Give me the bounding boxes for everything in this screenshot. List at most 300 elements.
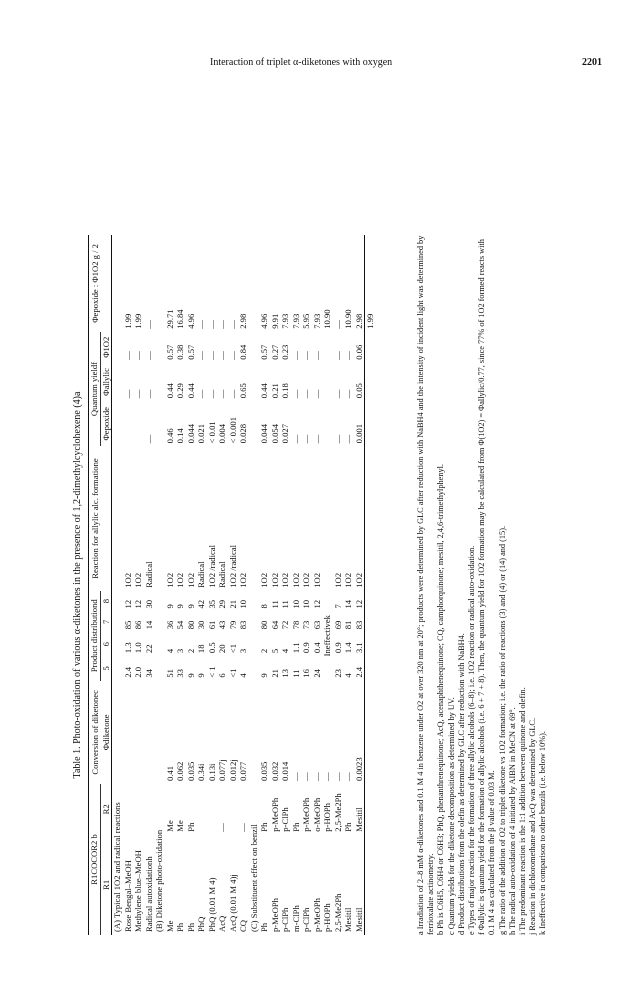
cell-p5: 13 [280, 669, 290, 678]
cell-epox: 0.027 [280, 423, 290, 444]
cell-p7: 83 [354, 612, 365, 633]
cell-rxn: 1O2 [343, 572, 353, 588]
cell-allyl: 0.29 [175, 383, 185, 399]
table-row [280, 235, 291, 935]
cell-o2: — [343, 351, 353, 360]
cell-o2: 0.57 [259, 344, 269, 360]
cell-p5: 9 [196, 673, 206, 678]
cell-p6: 5 [269, 648, 280, 654]
cell-p7: 69 [332, 620, 343, 630]
cell-ratio: 7.93 [311, 313, 322, 329]
footnote: f Φallylic is quantum yield for the formation of allylic alcohols (i.e. 6 + 7 + 8). Then, the quantum yield for 1O2 formation may be calculated from Φ(1O2) = Φallylic/0.77, since 77% of 1O2 formed reacts with 0.1 M 4 as calculated from the β value of 0.03 M. [477, 239, 497, 935]
cell-p7: 73 [301, 620, 311, 630]
section-heading-row [154, 235, 165, 935]
cell-rxn [322, 446, 333, 590]
cell-allyl: — [311, 389, 322, 399]
cell-p6: 4 [280, 648, 290, 654]
header-reaction: Reaction for allylic alc. formatione [89, 446, 101, 590]
cell-o2: — [227, 351, 238, 360]
cell-p8: 35 [206, 599, 217, 609]
footnote: a Irradiation of 2–8 mM α-diketones and 0.1 M 4 in benzene under O2 at over 320 nm at 20°; products were determined by GLC after reduction with NaBH4 and the intensity of incident light was determined by ferrioxalate actinometry. [416, 235, 436, 935]
cell-allyl: — [196, 389, 206, 399]
cell-r1: PhQ [196, 916, 206, 932]
cell-ratio: 7.93 [280, 313, 290, 329]
cell-p8: 11 [280, 600, 290, 609]
cell-conv: 0.41 [164, 765, 175, 781]
cell-allyl: 0.65 [238, 383, 248, 399]
cell-o2 [322, 332, 333, 363]
table-row-extra [365, 235, 376, 935]
cell-epox: 0.028 [238, 423, 248, 444]
cell-r2: p-HOPh [322, 803, 332, 832]
cell-r2: p-MeOPh [269, 797, 280, 832]
cell-ratio: 4.96 [185, 313, 196, 329]
cell-allyl: 0.44 [185, 383, 196, 399]
cell-p8: 29 [217, 599, 227, 609]
cell-p5: 2.4 [122, 666, 133, 678]
cell-p6: 4 [164, 648, 175, 654]
cell-p7: 36 [164, 620, 175, 630]
cell-p7: 86 [133, 620, 143, 630]
header-product-distribution: Product distributiond [89, 591, 101, 681]
cell-rxn: 1O2 [301, 572, 311, 588]
cell-p5: 34 [143, 669, 154, 678]
cell-allyl: 0.21 [269, 383, 280, 399]
cell-p7: 14 [143, 620, 154, 630]
cell-p6: 1.1 [290, 642, 301, 654]
cell-ratio: — [332, 320, 343, 329]
cell-r1: p-MeOPh [269, 898, 280, 932]
cell-p6: 2 [259, 648, 269, 654]
cell-epox: < 0.001 [227, 416, 238, 444]
footnote: c Quantum yields for the diketone decomposition as determined by UV. [446, 697, 456, 935]
cell-p5: 16 [301, 669, 311, 678]
cell-rxn: 1O2 [133, 572, 143, 588]
data-table [88, 235, 376, 935]
header-phi-allylic: Φallylic [100, 363, 112, 402]
cell-allyl: 0.05 [354, 363, 365, 402]
cell-r1: Rose Bengal–MeOH [122, 860, 133, 932]
cell-rxn: Radical [143, 561, 154, 588]
cell-ratio: 7.93 [290, 313, 301, 329]
cell-conv: — [343, 772, 353, 781]
cell-epox [133, 401, 144, 446]
cell-r2 [228, 784, 239, 835]
header-p7: 7 [100, 612, 112, 633]
table-row [259, 235, 270, 935]
cell-epox: 0.021 [196, 423, 206, 444]
cell-allyl: — [143, 389, 154, 399]
cell-r2: Ph [259, 822, 269, 832]
cell-rxn: 1O2 [175, 572, 185, 588]
cell-extra-ratio: 1.99 [365, 313, 375, 329]
cell-p6: 1.3 [122, 642, 133, 654]
header-p8: 8 [100, 591, 112, 612]
cell-conv: 0.077j [217, 759, 227, 781]
cell-r1: p-MeOPh [311, 898, 322, 932]
cell-r1: Radical autoxidationh [143, 856, 154, 932]
cell-r2 [133, 784, 144, 835]
section-heading-row [112, 235, 123, 935]
table-row [312, 235, 323, 935]
table-row [165, 235, 176, 935]
cell-p6: 3 [175, 648, 185, 654]
cell-p8: 10 [238, 599, 248, 609]
cell-p6: 3 [238, 648, 248, 654]
cell-allyl: — [290, 389, 301, 399]
cell-rxn: 1O2 [238, 572, 248, 588]
cell-r1: Ph [185, 922, 196, 932]
table-row [228, 235, 239, 935]
rotated-table-block [72, 235, 552, 935]
cell-p5: 9 [259, 673, 269, 678]
cell-allyl: — [332, 389, 343, 399]
cell-p6: 0.9 [332, 642, 343, 654]
header-r1: R1 [100, 835, 112, 935]
cell-p8: 21 [227, 599, 238, 609]
cell-r2: Ph [343, 822, 353, 832]
cell-p7: 43 [217, 620, 227, 630]
cell-p8: 10 [290, 599, 301, 609]
cell-conv: 0.012j [227, 759, 238, 781]
cell-p5: < 1 [206, 666, 217, 678]
cell-conv: 0.077 [238, 761, 248, 781]
cell-o2: — [206, 351, 217, 360]
cell-p8: 12 [133, 599, 143, 609]
cell-r1: AcQ [217, 915, 227, 932]
cell-conv: 0.035 [259, 761, 269, 781]
cell-conv: 0.34i [196, 763, 206, 781]
cell-rxn: 1O2 /radical [227, 545, 238, 588]
cell-p5: <1 [227, 668, 238, 678]
cell-epox [123, 401, 134, 446]
cell-p5: 21 [269, 669, 280, 678]
cell-o2: — [143, 351, 154, 360]
cell-ratio: 2.98 [354, 235, 365, 332]
cell-allyl [322, 363, 333, 402]
cell-p5: 23 [332, 669, 343, 678]
cell-p5: 6 [217, 673, 227, 678]
cell-ratio: 29.71 [164, 309, 175, 329]
cell-p8: 8 [259, 604, 269, 609]
cell-r2: Mesitil [354, 784, 365, 835]
header-phi-diketone: Φdiketone [100, 681, 112, 784]
cell-conv [144, 681, 155, 784]
footnote: j Reaction in dichloromethane and AcQ was determined by GLC. [528, 717, 538, 935]
table-row [354, 235, 365, 935]
cell-p7: 64 [269, 620, 280, 630]
cell-conv: — [290, 772, 301, 781]
cell-rxn: Radical [217, 561, 227, 588]
cell-p5: 2.4 [354, 656, 365, 681]
cell-p7: 63 [311, 620, 322, 630]
cell-rxn: 1O2 [122, 572, 133, 588]
cell-conv: — [301, 772, 311, 781]
cell-r2: Me [164, 820, 175, 832]
table-row [144, 235, 155, 935]
cell-o2: 0.57 [185, 344, 196, 360]
cell-r1: 2,5-Me2Ph [332, 893, 343, 932]
cell-r2: o-MeOPh [311, 797, 322, 832]
cell-r1: Ph [175, 922, 185, 932]
cell-allyl: — [133, 389, 143, 399]
cell-epox: — [301, 434, 311, 444]
cell-o2: 0.38 [175, 344, 185, 360]
table-row [133, 235, 144, 935]
cell-p6: 0.5 [206, 642, 217, 654]
table-row [270, 235, 281, 935]
cell-o2: 0.27 [269, 344, 280, 360]
cell-r2: — [217, 823, 227, 832]
cell-conv: — [332, 772, 343, 781]
cell-conv: 0.035 [185, 761, 196, 781]
cell-epox: 0.044 [185, 423, 196, 444]
cell-conv [133, 681, 144, 784]
cell-ratio: 4.96 [259, 313, 269, 329]
footnote: g The ratio of the addition of O2 to triplet diketone vs 1O2 formation; i.e. the ratio of reactions (3) and (4) or (14) and (15). [497, 525, 507, 935]
cell-o2: — [133, 351, 143, 360]
table-row [217, 235, 228, 935]
table-row [207, 235, 218, 935]
cell-p8: 12 [122, 599, 133, 609]
cell-epox [322, 401, 333, 446]
cell-r1: Mesitil [354, 835, 365, 935]
footnote: k Ineffective in comparison to other benzils (i.e. below 10%). [538, 731, 548, 935]
cell-p7: 54 [175, 620, 185, 630]
cell-rxn: 1O2 [164, 572, 175, 588]
cell-r1: p-ClPh [301, 907, 311, 932]
cell-r1: p-HOPh [322, 903, 332, 932]
cell-p6: 2 [185, 648, 196, 654]
cell-allyl: — [206, 389, 217, 399]
section-title: (A) Typical 1O2 and radical reactions [112, 802, 122, 932]
cell-ratio: 9.91 [269, 313, 280, 329]
cell-o2: 0.84 [238, 344, 248, 360]
cell-r1: Me [164, 920, 175, 932]
cell-p6: 1.4 [343, 642, 353, 654]
cell-p7: 72 [280, 620, 290, 630]
cell-p8: 14 [343, 599, 353, 609]
cell-o2: 0.23 [280, 344, 290, 360]
cell-epox: — [332, 434, 343, 444]
cell-ratio: 5.95 [301, 313, 311, 329]
cell-o2: — [301, 351, 311, 360]
footnote: i The predominant reaction is the 1:1 addition between quinone and olefin. [518, 687, 528, 935]
cell-p6: 22 [143, 644, 154, 654]
cell-rxn: 1O2 /radical [206, 545, 217, 588]
cell-epox: 0.14 [175, 428, 185, 444]
table-row [186, 235, 197, 935]
cell-r1: Methylene blue–MeOH [133, 850, 143, 932]
table-caption: Table 1. Photo-oxidation of various α-diketones in the presence of 1,2-dimethylcyclohexene (4)a [72, 391, 83, 779]
page-number: 2201 [582, 57, 602, 68]
header-conversion: Conversion of diketonec [89, 681, 101, 784]
cell-epox: 0.054 [269, 423, 280, 444]
cell-conv: 0.13i [206, 763, 217, 781]
cell-ratio: — [206, 320, 217, 329]
cell-p8: 30 [143, 599, 154, 609]
header-r2: R2 [100, 784, 112, 835]
cell-r1: AcQ (0.01 M 4)j [227, 874, 238, 932]
cell-r2: p-MeOPh [301, 797, 311, 832]
cell-epox: 0.004 [217, 423, 227, 444]
table-row [238, 235, 249, 935]
cell-p6: 0.4 [311, 642, 322, 654]
cell-allyl: — [122, 389, 133, 399]
cell-o2: — [196, 351, 206, 360]
cell-rxn: 1O2 [354, 446, 365, 590]
cell-p6: 0.9 [301, 642, 311, 654]
cell-o2: 0.57 [164, 344, 175, 360]
cell-conv: 0.0023 [354, 681, 365, 784]
cell-ratio: — [143, 320, 154, 329]
cell-ratio: — [227, 320, 238, 329]
table-row [196, 235, 207, 935]
cell-r1: p-ClPh [280, 907, 290, 932]
cell-ratio: 2.98 [238, 313, 248, 329]
cell-o2: — [290, 351, 301, 360]
cell-p5: 4 [343, 673, 353, 678]
cell-p7: 85 [122, 620, 133, 630]
cell-allyl: 0.44 [259, 383, 269, 399]
table-row [291, 235, 302, 935]
cell-p6: <1 [227, 643, 238, 654]
footnotes [416, 235, 549, 935]
cell-ratio: 1.99 [133, 313, 143, 329]
header-ratio: Φepoxide : Φ1O2 g / 2 [89, 235, 101, 332]
cell-r1: m-ClPh [290, 905, 301, 932]
cell-p8: 10 [301, 599, 311, 609]
running-head [210, 57, 602, 73]
cell-p8: 12 [311, 599, 322, 609]
footnote: e Types of major reaction for the formation of three allylic alcohols (6–8); i.e. 1O2 reaction or radical auto-oxidation. [467, 545, 477, 935]
cell-p7: 61 [206, 620, 217, 630]
cell-p8: 9 [164, 604, 175, 609]
cell-conv: 0.032 [269, 761, 280, 781]
cell-r2 [196, 784, 207, 835]
cell-p7: 78 [290, 620, 301, 630]
cell-p5: 4 [238, 673, 248, 678]
cell-conv: — [322, 772, 332, 781]
cell-p7: 80 [185, 620, 196, 630]
header-p6: 6 [100, 632, 112, 656]
cell-epox: 0.46 [164, 428, 175, 444]
cell-rxn: 1O2 [185, 572, 196, 588]
cell-rxn: 1O2 [269, 572, 280, 588]
header-quantum-yield: Quantum yieldf [89, 332, 101, 447]
cell-o2: — [332, 351, 343, 360]
section-title: (B) Diketone photo-oxidation [154, 829, 164, 932]
cell-p8: 11 [269, 600, 280, 609]
cell-r2 [207, 784, 218, 835]
table-body [112, 235, 376, 935]
cell-rxn: 1O2 [259, 572, 269, 588]
cell-p5: 2.0 [133, 666, 143, 678]
table-row [343, 235, 354, 935]
cell-rxn: 1O2 [280, 572, 290, 588]
cell-allyl: — [343, 389, 353, 399]
table-row [333, 235, 344, 935]
cell-p6: 1.0 [133, 642, 143, 654]
section-title: (C) Substituent effect on benzil [248, 824, 259, 932]
cell-o2: — [217, 351, 227, 360]
table-row [123, 235, 134, 935]
cell-r2 [144, 784, 155, 835]
cell-o2: — [311, 351, 322, 360]
cell-p8: 42 [196, 599, 206, 609]
cell-p7: 80 [259, 620, 269, 630]
cell-rxn: 1O2 [332, 572, 343, 588]
table-row [322, 235, 333, 935]
cell-conv: 0.014 [280, 761, 290, 781]
table-row [175, 235, 186, 935]
cell-p7: 81 [343, 620, 353, 630]
cell-p5: 9 [185, 673, 196, 678]
cell-p5: 11 [290, 669, 301, 678]
cell-allyl: — [301, 389, 311, 399]
footnote: b Ph is C6H5, C6H4 or C6H3; PhQ, phenanthrenequinone; AcQ, acenaphthenequinone; CQ, camphorquinone; mesitil, 2,4,6-trimethylphenyl. [436, 463, 446, 935]
cell-conv: — [311, 772, 322, 781]
cell-rxn: 1O2 [311, 572, 322, 588]
cell-allyl: 0.44 [164, 383, 175, 399]
cell-p7: 83 [238, 620, 248, 630]
cell-p6: 3.1 [354, 632, 365, 656]
cell-epox: — [343, 434, 353, 444]
cell-ratio: — [217, 320, 227, 329]
cell-rxn: Radical [196, 561, 206, 588]
cell-ratio: 10.90 [343, 309, 353, 329]
cell-ratio: 16.84 [175, 309, 185, 329]
header-compound: R1COCOR2 b [89, 784, 101, 935]
cell-rxn: 1O2 [290, 572, 301, 588]
cell-p5: 24 [311, 669, 322, 678]
cell-r1: Ph [259, 922, 269, 932]
cell-epox: < 0.01 [206, 421, 217, 444]
cell-p6: 20 [217, 644, 227, 654]
cell-p8: 12 [354, 591, 365, 612]
cell-epox: — [290, 434, 301, 444]
running-head-title: Interaction of triplet α-diketones with oxygen [210, 57, 393, 68]
cell-allyl: — [227, 389, 238, 399]
cell-r2 [123, 784, 134, 835]
cell-ratio: 10.90 [322, 309, 332, 329]
cell-r1: Mesitil [343, 907, 353, 932]
cell-p7: 79 [227, 620, 238, 630]
cell-conv: 0.062 [175, 761, 185, 781]
cell-ratio: — [196, 320, 206, 329]
section-heading-row [249, 235, 260, 935]
cell-r2: 2,5-Me2Ph [332, 793, 343, 832]
cell-conv [123, 681, 134, 784]
cell-p5: 33 [175, 669, 185, 678]
cell-r2: p-ClPh [280, 807, 290, 832]
table-row [301, 235, 312, 935]
cell-p7: 30 [196, 620, 206, 630]
footnote: h The radical auto-oxidation of 4 initiated by AIBN in MeCN at 69°. [507, 707, 517, 935]
cell-p8: 9 [175, 604, 185, 609]
cell-epox: — [311, 434, 322, 444]
cell-o2: — [122, 351, 133, 360]
cell-epox: 0.001 [354, 401, 365, 446]
cell-r2: Ph [290, 822, 301, 832]
cell-epox: 0.044 [259, 423, 269, 444]
cell-o2: 0.06 [354, 332, 365, 363]
cell-p8: 7 [332, 604, 343, 609]
header-phi-epoxide: Φepoxide [100, 401, 112, 446]
cell-p8: 9 [185, 604, 196, 609]
cell-ineffective: Ineffectivek [322, 615, 332, 657]
cell-p6: 18 [196, 644, 206, 654]
